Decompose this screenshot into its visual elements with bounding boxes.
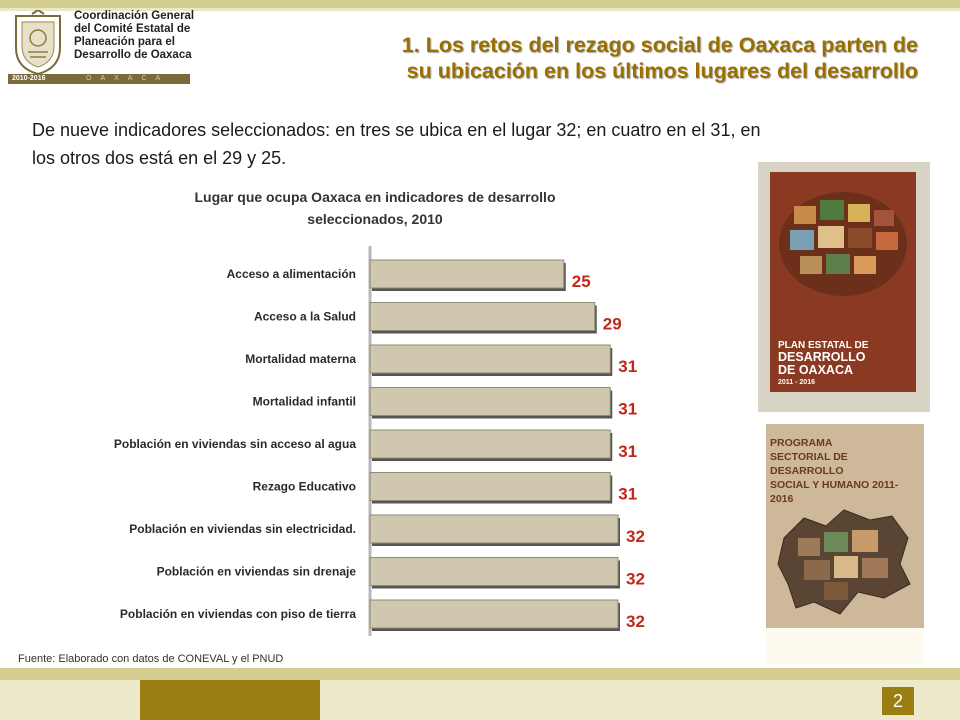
institution-logo <box>8 10 198 82</box>
bar-4 <box>370 388 610 416</box>
category-label: Mortalidad materna <box>245 352 356 366</box>
category-label: Población en viviendas con piso de tierra <box>119 607 356 621</box>
category-label: Población en viviendas sin electricidad. <box>129 522 356 536</box>
plan-cover-title: PLAN ESTATAL DE DESARROLLO DE OAXACA 2011 - 2016 <box>778 340 869 386</box>
program-cover-title: PROGRAMA SECTORIAL DE DESARROLLO SOCIAL Y HUMANO 2011-2016 <box>770 437 899 505</box>
value-label: 25 <box>571 272 591 291</box>
value-label: 32 <box>626 612 645 631</box>
bar-9 <box>370 600 618 628</box>
bar-5 <box>370 430 610 458</box>
intro-text: De nueve indicadores seleccionados: en tres se ubica en el lugar 32; en cuatro en el 31, en los otros dos está en el 29 y 25. <box>32 120 761 168</box>
bar-6 <box>370 473 610 501</box>
value-label: 31 <box>618 442 638 461</box>
bar-3 <box>370 345 610 373</box>
value-label: 32 <box>626 527 645 546</box>
bottom-accent-bar <box>0 668 960 680</box>
value-label: 31 <box>618 399 638 419</box>
category-label: Acceso a alimentación <box>226 267 356 281</box>
programa-sectorial-cover <box>766 424 924 664</box>
category-label: Rezago Educativo <box>252 479 356 494</box>
chart-title: Lugar que ocupa Oaxaca en indicadores de desarrollo seleccionados, 2010 <box>194 189 556 227</box>
plan-estatal-cover <box>758 162 930 412</box>
logo-years: 2010-2016 <box>12 75 46 82</box>
slide-title: 1. Los retos del rezago social de Oaxaca parten de su ubicación en los últimos lugares del desarrollo <box>401 33 918 83</box>
category-label: Acceso a la Salud <box>253 309 356 324</box>
top-accent-bar <box>0 0 960 8</box>
value-label: 29 <box>602 314 622 334</box>
value-label: 31 <box>618 357 638 376</box>
bar-7 <box>370 515 618 543</box>
bar-2 <box>370 303 595 331</box>
footer-dark-block <box>140 680 320 720</box>
photo-collage-image <box>776 184 910 304</box>
category-label: Población en viviendas sin acceso al agua <box>113 437 356 451</box>
institution-name: Coordinación General del Comité Estatal de Planeación para el Desarrollo de Oaxaca <box>74 10 195 61</box>
plan-cover-background <box>770 172 916 392</box>
category-label: Mortalidad infantil <box>252 394 356 409</box>
ranking-bar-chart <box>0 240 700 640</box>
logo-state: OAXACA <box>86 75 170 82</box>
value-label: 32 <box>626 569 645 589</box>
source-note: Fuente: Elaborado con datos de CONEVAL y el PNUD <box>18 653 284 665</box>
state-seal-icon <box>8 10 68 76</box>
bar-8 <box>370 558 618 586</box>
oaxaca-map-collage-image <box>774 498 916 624</box>
bar-1 <box>370 260 564 288</box>
value-label: 31 <box>618 484 638 504</box>
footer-band <box>0 680 960 720</box>
program-cover-footer <box>766 628 924 664</box>
page-number: 2 <box>882 687 914 715</box>
category-label: Población en viviendas sin drenaje <box>156 564 356 579</box>
